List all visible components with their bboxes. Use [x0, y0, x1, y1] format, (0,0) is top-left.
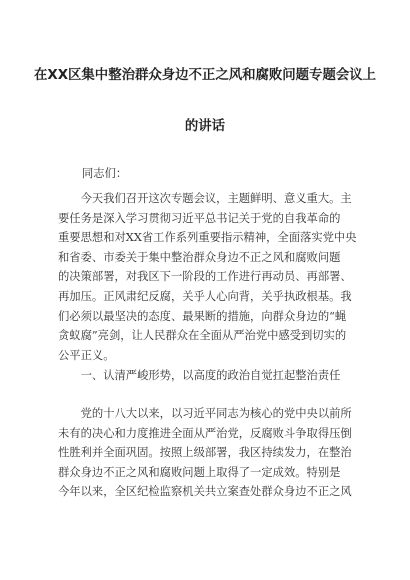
- document-title-line-1: 在XX区集中整治群众身边不正之风和腐败问题专题会议上: [33, 68, 377, 83]
- paragraph-line: 的决策部署，对我区下一阶段的工作进行再动员、再部署、: [58, 270, 352, 284]
- paragraph-line: 今天我们召开这次专题会议，主题鲜明、意义重大。主: [58, 192, 352, 205]
- body-paragraph-2: [58, 404, 358, 502]
- section-heading-line: 一、认清严峻形势，以高度的政治自觉扛起整治责任: [58, 369, 341, 382]
- section-heading-1: [58, 366, 358, 386]
- paragraph-line: 今年以来，全区纪检监察机关共立案查处群众身边不正之风: [58, 485, 352, 499]
- paragraph-line: 未有的决心和力度推进全面从严治党，反腐败斗争取得压倒: [58, 426, 352, 440]
- paragraph-line: 群众身边不正之风和腐败问题上取得了一定成效。特别是: [58, 465, 341, 479]
- document-title-line-2: 的讲话: [184, 119, 226, 134]
- paragraph-line: 性胜利并全面巩固。按照上级部署，我区持续发力，在整治: [58, 446, 352, 460]
- paragraph-line: 重要思想和对XX省工作系列重要指示精神，全面落实党中央: [58, 231, 357, 245]
- body-paragraph-1: [58, 189, 358, 365]
- paragraph-line: 贪蚁腐”亮剑，让人民群众在全面从严治党中感受到切实的: [58, 329, 347, 343]
- paragraph-line: 们必须以最坚决的态度、最果断的措施，向群众身边的“蝇: [58, 309, 347, 323]
- paragraph-line: 和省委、市委关于集中整治群众身边不正之风和腐败问题: [58, 250, 341, 264]
- paragraph-line: 党的十八大以来，以习近平同志为核心的党中央以前所: [58, 407, 352, 420]
- paragraph-line: 公平正义。: [58, 348, 115, 362]
- paragraph-line: 再加压。正风肃纪反腐，关乎人心向背，关乎执政根基。我: [58, 289, 352, 303]
- paragraph-line: 要任务是深入学习贯彻习近平总书记关于党的自我革命的: [58, 211, 341, 225]
- salutation: 同志们：: [82, 167, 128, 180]
